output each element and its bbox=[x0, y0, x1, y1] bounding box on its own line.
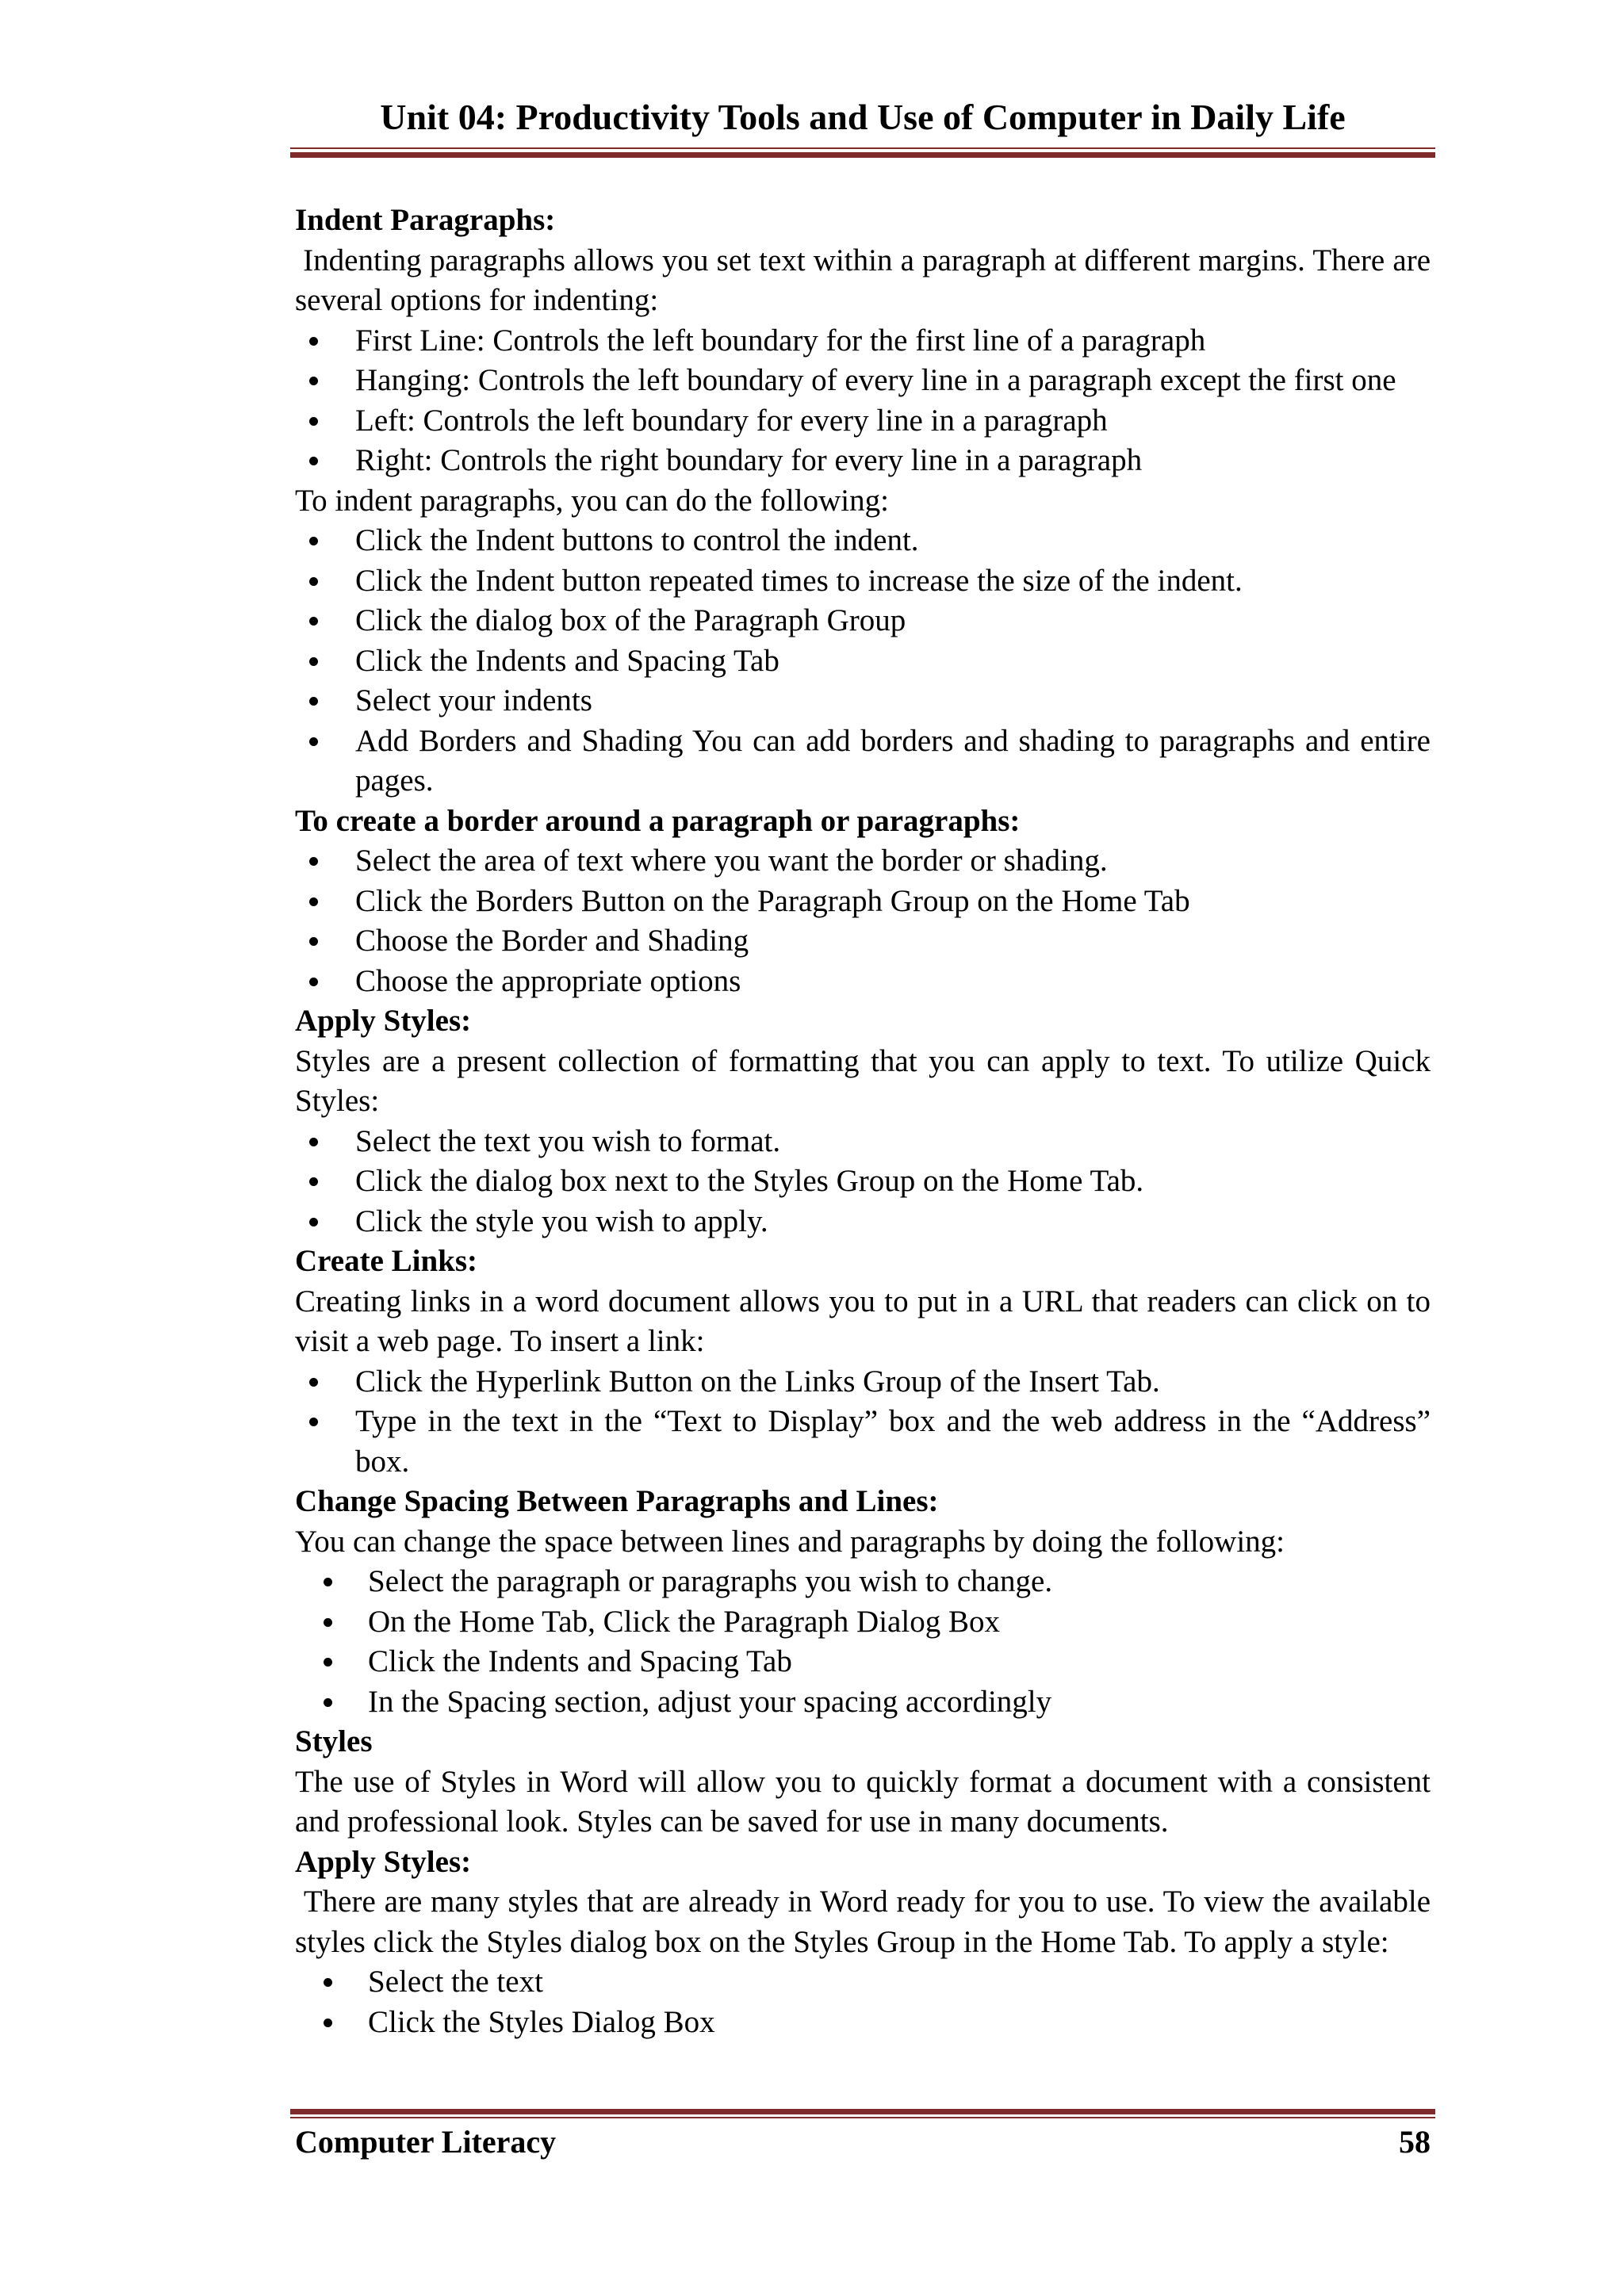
paragraph-apply-styles-2-intro: There are many styles that are already in Word ready for you to use. To view the available styles click the Styles dialog box on the Styles Group in the Home Tab. To apply a style: bbox=[295, 1885, 1438, 1959]
list-item: Select the text bbox=[295, 1962, 1431, 2003]
section-heading-change-spacing: Change Spacing Between Paragraphs and Lines: bbox=[295, 1484, 939, 1518]
list-item: Click the Indent button repeated times to increase the size of the indent. bbox=[295, 561, 1431, 602]
list-item: Click the Indents and Spacing Tab bbox=[295, 1642, 1431, 1682]
bullet-icon bbox=[309, 897, 318, 906]
bullet-icon bbox=[309, 978, 318, 986]
bullet-icon bbox=[309, 337, 318, 346]
bullet-icon bbox=[309, 377, 318, 385]
bullet-icon bbox=[324, 1658, 332, 1667]
list-item: First Line: Controls the left boundary for the first line of a paragraph bbox=[295, 321, 1431, 362]
bullet-icon bbox=[309, 657, 318, 666]
list-item: Choose the appropriate options bbox=[295, 962, 1431, 1002]
list-item: Right: Controls the right boundary for every line in a paragraph bbox=[295, 441, 1431, 481]
paragraph-apply-styles-intro: Styles are a present collection of formatting that you can apply to text. To utilize Quick Styles: bbox=[295, 1043, 1431, 1118]
header-rule-thin bbox=[290, 147, 1435, 149]
spacing-steps-list bbox=[295, 1562, 1431, 1722]
bullet-icon bbox=[309, 617, 318, 626]
bullet-icon bbox=[309, 1177, 318, 1186]
section-heading-create-links: Create Links: bbox=[295, 1244, 478, 1278]
paragraph-indent-how: To indent paragraphs, you can do the following: bbox=[295, 483, 889, 518]
bullet-icon bbox=[324, 1698, 332, 1707]
section-heading-apply-styles: Apply Styles: bbox=[295, 1004, 472, 1038]
document-page bbox=[295, 0, 1438, 2296]
section-heading-apply-styles-2: Apply Styles: bbox=[295, 1844, 472, 1879]
list-item: Hanging: Controls the left boundary of every line in a paragraph except the first one bbox=[295, 361, 1431, 401]
bullet-icon bbox=[309, 737, 318, 746]
section-heading-indent-paragraphs: Indent Paragraphs: bbox=[295, 203, 556, 237]
bullet-icon bbox=[309, 697, 318, 706]
bullet-icon bbox=[309, 1218, 318, 1226]
bullet-icon bbox=[309, 577, 318, 586]
header-rule-thick bbox=[290, 152, 1435, 158]
list-item: Select your indents bbox=[295, 681, 1431, 721]
list-item: Click the style you wish to apply. bbox=[295, 1202, 1431, 1242]
bullet-icon bbox=[324, 1618, 332, 1627]
list-item: Select the paragraph or paragraphs you wish to change. bbox=[295, 1562, 1431, 1602]
footer-book-title: Computer Literacy bbox=[295, 2124, 557, 2160]
bullet-icon bbox=[324, 1978, 332, 1987]
footer-rule-thin bbox=[290, 2117, 1435, 2118]
apply-styles-2-steps-list bbox=[295, 1962, 1431, 2042]
indent-steps-list bbox=[295, 521, 1431, 802]
list-item: On the Home Tab, Click the Paragraph Dialog Box bbox=[295, 1602, 1431, 1643]
list-item: Click the dialog box next to the Styles Group on the Home Tab. bbox=[295, 1161, 1431, 1202]
list-item: In the Spacing section, adjust your spacing accordingly bbox=[295, 1682, 1431, 1723]
list-item: Click the Styles Dialog Box bbox=[295, 2003, 1431, 2043]
paragraph-spacing-intro: You can change the space between lines and paragraphs by doing the following: bbox=[295, 1524, 1285, 1559]
section-heading-border: To create a border around a paragraph or paragraphs: bbox=[295, 803, 1021, 838]
links-steps-list bbox=[295, 1362, 1431, 1483]
page-content bbox=[295, 201, 1438, 2042]
bullet-icon bbox=[309, 937, 318, 946]
section-heading-styles: Styles bbox=[295, 1724, 373, 1758]
bullet-icon bbox=[309, 1418, 318, 1426]
page-header-title: Unit 04: Productivity Tools and Use of Computer in Daily Life bbox=[380, 97, 1346, 137]
border-steps-list bbox=[295, 841, 1431, 1001]
list-item: Type in the text in the “Text to Display” box and the web address in the “Address” box. bbox=[295, 1402, 1431, 1482]
list-item: Add Borders and Shading You can add borders and shading to paragraphs and entire pages. bbox=[295, 721, 1431, 802]
list-item: Left: Controls the left boundary for every line in a paragraph bbox=[295, 401, 1431, 442]
bullet-icon bbox=[324, 2019, 332, 2027]
list-item: Choose the Border and Shading bbox=[295, 921, 1431, 962]
bullet-icon bbox=[309, 1378, 318, 1387]
list-item: Click the Indent buttons to control the indent. bbox=[295, 521, 1431, 561]
indent-options-list bbox=[295, 321, 1431, 481]
page-number: 58 bbox=[1399, 2124, 1431, 2160]
bullet-icon bbox=[309, 457, 318, 465]
list-item: Click the Hyperlink Button on the Links Group of the Insert Tab. bbox=[295, 1362, 1431, 1402]
bullet-icon bbox=[324, 1578, 332, 1586]
paragraph-styles-intro: The use of Styles in Word will allow you to quickly format a document with a consistent and professional look. Styles can be saved for use in many documents. bbox=[295, 1764, 1431, 1839]
apply-styles-steps-list bbox=[295, 1122, 1431, 1242]
bullet-icon bbox=[309, 537, 318, 545]
bullet-icon bbox=[309, 1138, 318, 1146]
list-item: Select the text you wish to format. bbox=[295, 1122, 1431, 1162]
paragraph-indent-intro: Indenting paragraphs allows you set text within a paragraph at different margins. There are several options for indenting: bbox=[295, 243, 1438, 317]
footer-rule-thick bbox=[290, 2109, 1435, 2114]
list-item: Click the Borders Button on the Paragraph Group on the Home Tab bbox=[295, 882, 1431, 922]
paragraph-links-intro: Creating links in a word document allows you to put in a URL that readers can click on to visit a web page. To insert a link: bbox=[295, 1284, 1431, 1358]
list-item: Click the dialog box of the Paragraph Group bbox=[295, 601, 1431, 641]
list-item: Select the area of text where you want the border or shading. bbox=[295, 841, 1431, 882]
list-item: Click the Indents and Spacing Tab bbox=[295, 641, 1431, 682]
bullet-icon bbox=[309, 417, 318, 426]
bullet-icon bbox=[309, 857, 318, 866]
